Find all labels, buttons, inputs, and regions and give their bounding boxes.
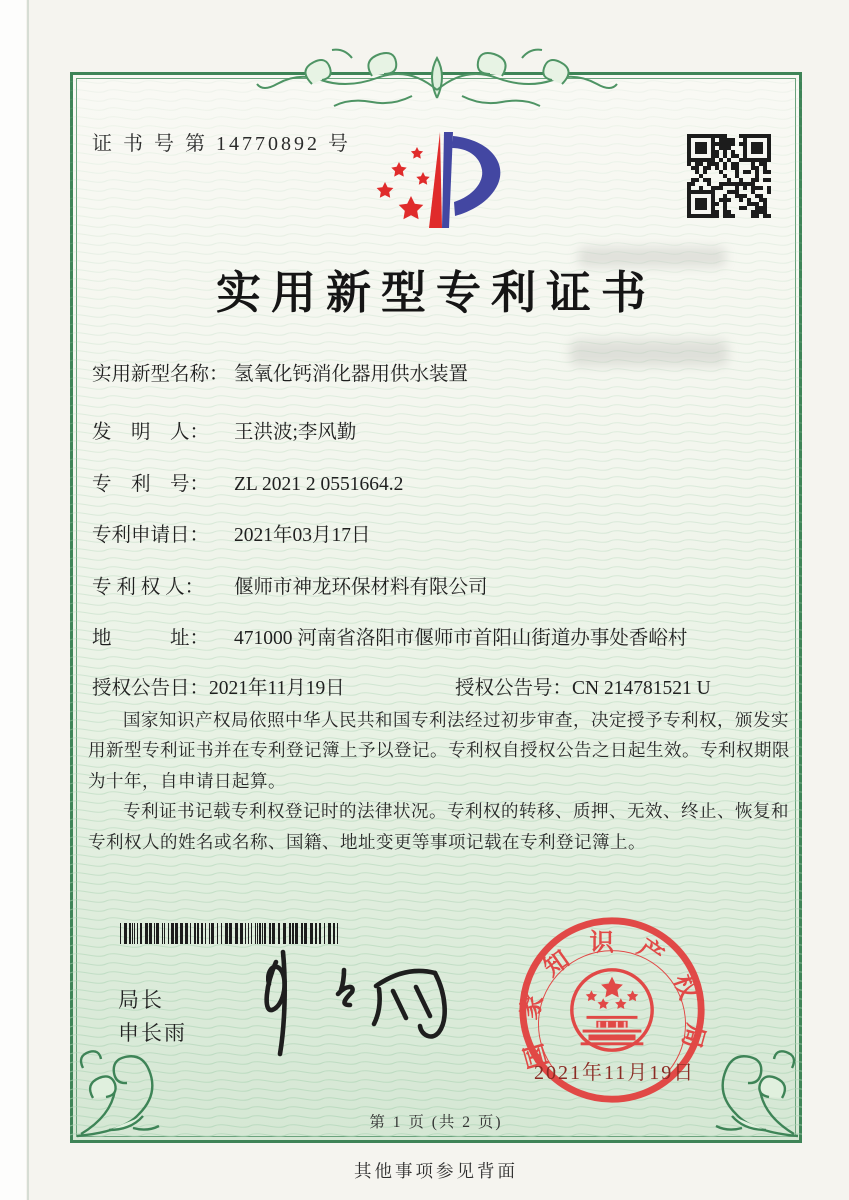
scan-page-edge-line	[27, 0, 29, 1200]
field-value: 2021年11月19日	[209, 678, 345, 699]
field-label: 授权公告日：	[92, 678, 210, 699]
director-signature	[238, 942, 470, 1060]
field-filing-date	[92, 519, 371, 547]
seal-ring-text: 国家知识产权局	[514, 929, 710, 1072]
field-value: CN 214781521 U	[572, 678, 711, 699]
field-patentee	[92, 571, 488, 599]
field-value: ZL 2021 2 0551664.2	[234, 474, 404, 495]
field-value: 2021年03月17日	[234, 525, 371, 546]
grant-date	[92, 672, 345, 700]
field-value: 偃师市神龙环保材料有限公司	[234, 577, 488, 598]
field-patent-number	[92, 468, 403, 496]
ink-showthrough-smudge	[578, 247, 726, 267]
back-side-note: 其他事项参见背面	[354, 1161, 518, 1181]
field-value: 王洪波;李风勤	[234, 422, 357, 443]
officer-name: 申长雨	[118, 1021, 187, 1045]
seal-date: 2021年11月19日	[534, 1062, 696, 1084]
certificate-title: 实用新型专利证书	[215, 268, 656, 318]
field-label: 授权公告号：	[455, 678, 573, 699]
page-indicator: 第 1 页 (共 2 页)	[369, 1114, 503, 1131]
field-inventors	[92, 416, 356, 444]
scan-page-edge	[0, 0, 26, 1200]
field-label: 实用新型名称：	[92, 364, 229, 385]
field-value: 471000 河南省洛阳市偃师市首阳山街道办事处香峪村	[234, 628, 688, 649]
field-label: 地 址：	[92, 628, 210, 649]
ink-showthrough-smudge	[570, 340, 728, 366]
legal-paragraphs	[88, 705, 796, 857]
field-value: 氢氧化钙消化器用供水装置	[234, 364, 469, 385]
field-address	[92, 622, 687, 650]
officer-role-label: 局长	[118, 988, 164, 1012]
field-label: 专 利 权 人：	[92, 577, 205, 598]
certificate-number: 证 书 号 第 14770892 号	[92, 133, 351, 155]
field-label: 专利申请日：	[92, 525, 210, 546]
qr-code	[687, 134, 771, 218]
barcode	[120, 923, 338, 944]
grant-number	[455, 672, 711, 700]
national-emblem-icon	[572, 970, 652, 1050]
field-label: 专 利 号：	[92, 474, 210, 495]
paragraph-grant-statement: 国家知识产权局依照中华人民共和国专利法经过初步审查，决定授予专利权，颁发实用新型专利证书并在专利登记簿上予以登记。专利权自授权公告之日起生效。专利权期限为十年，自申请日起算。	[88, 710, 790, 791]
cnipa-logo-icon	[343, 120, 519, 250]
paragraph-register-statement: 专利证书记载专利权登记时的法律状况。专利权的转移、质押、无效、终止、恢复和专利权人的姓名或名称、国籍、地址变更等事项记载在专利登记簿上。	[88, 801, 789, 852]
field-utility-model-name	[92, 358, 468, 386]
field-label: 发 明 人：	[92, 422, 210, 443]
